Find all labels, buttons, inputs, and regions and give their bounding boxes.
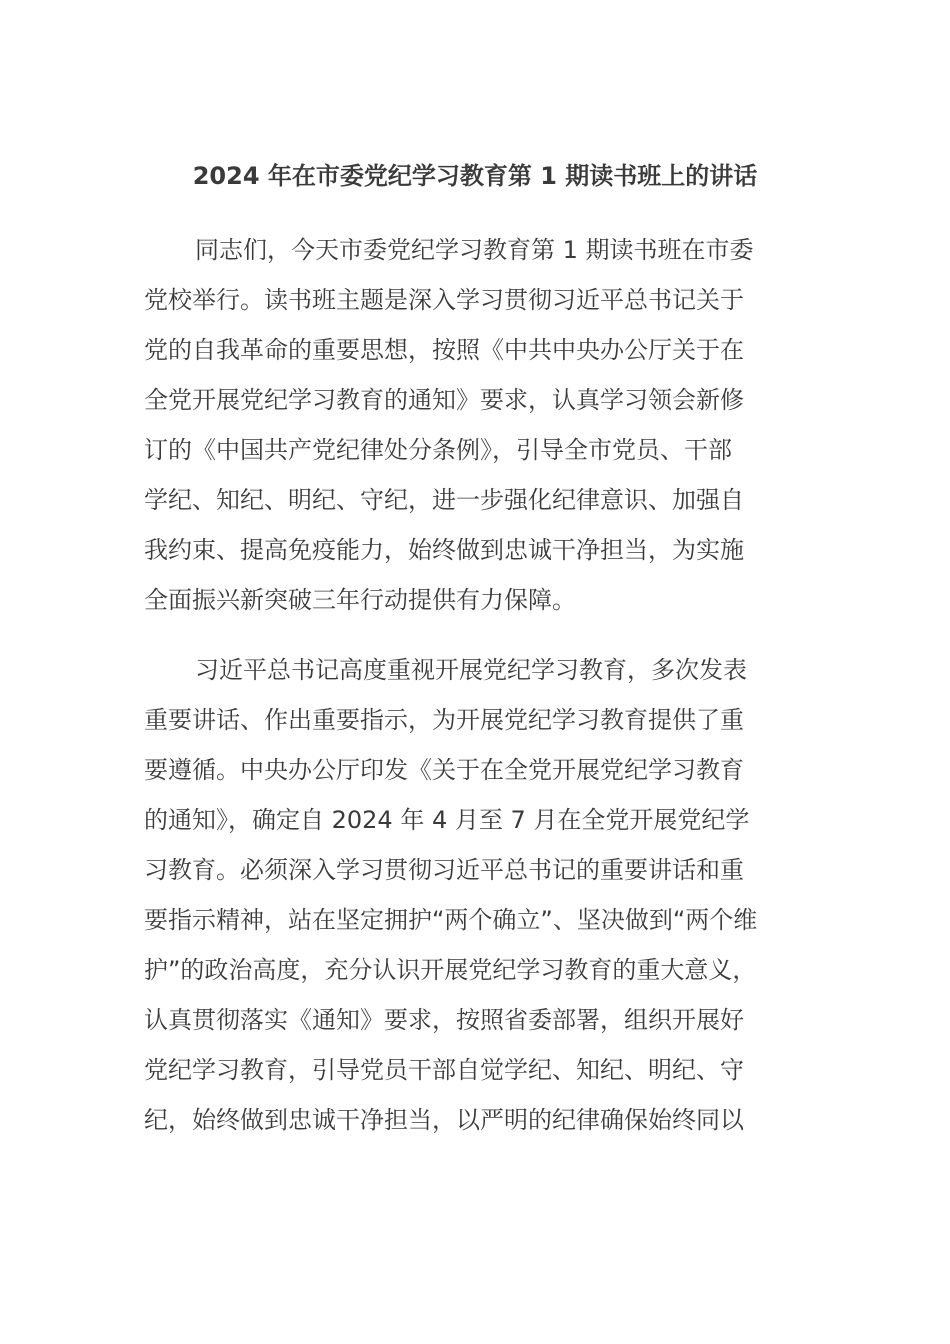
paragraph-line: 党的自我革命的重要思想，按照《中共中央办公厅关于在: [144, 336, 744, 364]
paragraph-1: [144, 225, 806, 625]
paragraph-line: 党校举行。读书班主题是深入学习贯彻习近平总书记关于: [144, 286, 744, 314]
paragraph-2: [144, 645, 806, 1145]
paragraph-line: 同志们，今天市委党纪学习教育第 1 期读书班在市委: [195, 236, 754, 264]
paragraph-line: 学纪、知纪、明纪、守纪，进一步强化纪律意识、加强自: [144, 486, 744, 514]
paragraph-line: 认真贯彻落实《通知》要求，按照省委部署，组织开展好: [144, 1006, 744, 1034]
paragraph-line: 习近平总书记高度重视开展党纪学习教育，多次发表: [195, 656, 747, 684]
paragraph-line: 纪，始终做到忠诚干净担当，以严明的纪律确保始终同以: [144, 1106, 744, 1134]
paragraph-line: 护”的政治高度，充分认识开展党纪学习教育的重大意义，: [144, 956, 757, 984]
paragraph-line: 重要讲话、作出重要指示，为开展党纪学习教育提供了重: [144, 706, 744, 734]
paragraph-line: 我约束、提高免疫能力，始终做到忠诚干净担当，为实施: [144, 536, 744, 564]
paragraph-line: 全党开展党纪学习教育的通知》要求，认真学习领会新修: [144, 386, 744, 414]
paragraph-line: 要指示精神，站在坚定拥护“两个确立”、坚决做到“两个维: [144, 906, 758, 934]
paragraph-line: 习教育。必须深入学习贯彻习近平总书记的重要讲话和重: [144, 856, 744, 884]
paragraph-line: 要遵循。中央办公厅印发《关于在全党开展党纪学习教育: [144, 756, 744, 784]
paragraph-line: 党纪学习教育，引导党员干部自觉学纪、知纪、明纪、守: [144, 1056, 744, 1084]
paragraph-line: 的通知》，确定自 2024 年 4 月至 7 月在全党开展党纪学: [144, 806, 750, 834]
paragraph-line: 全面振兴新突破三年行动提供有力保障。: [144, 586, 576, 614]
document-title: 2024 年在市委党纪学习教育第 1 期读书班上的讲话: [192, 162, 758, 190]
paragraph-line: 订的《中国共产党纪律处分条例》，引导全市党员、干部: [144, 436, 732, 464]
